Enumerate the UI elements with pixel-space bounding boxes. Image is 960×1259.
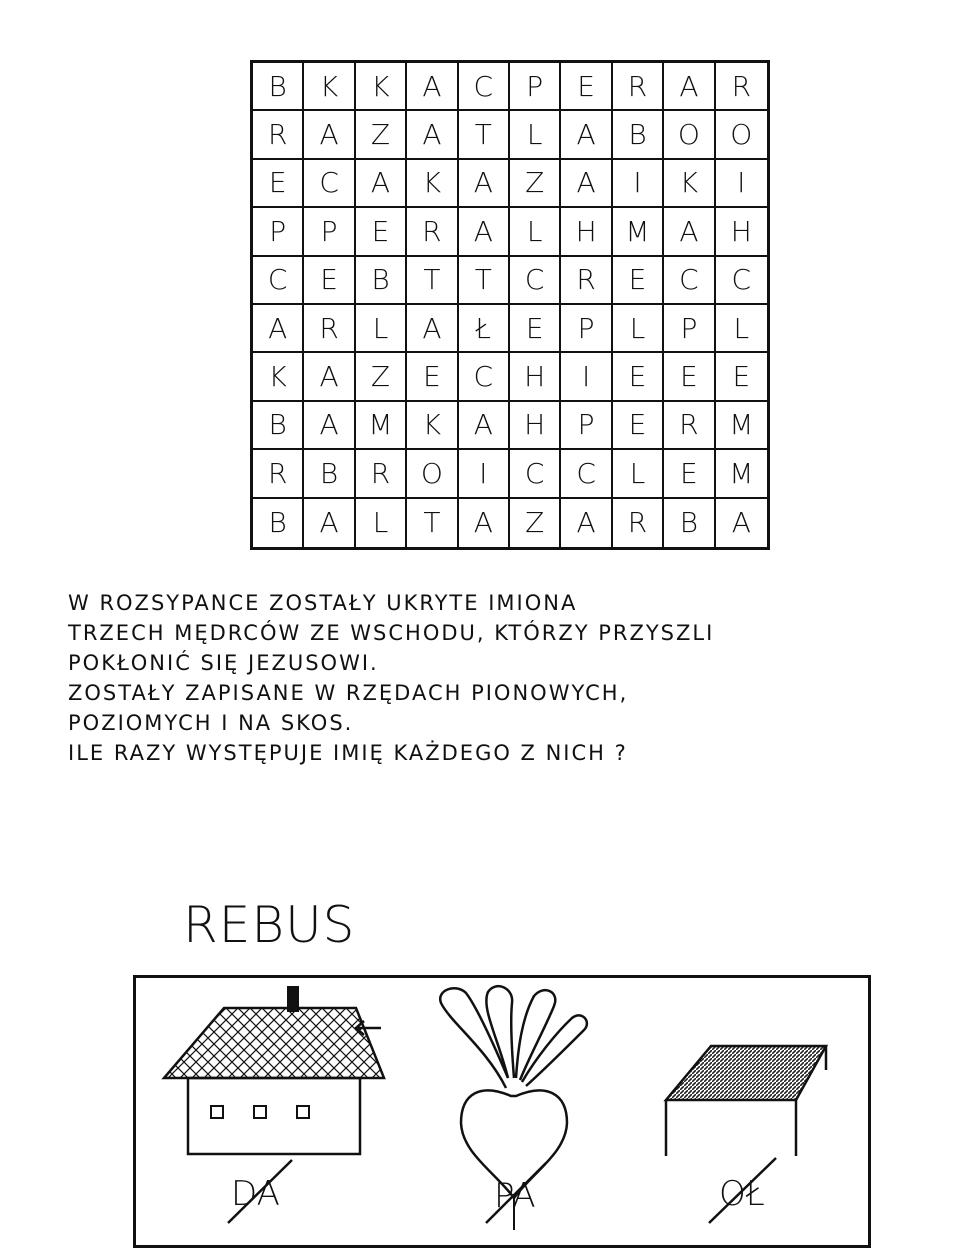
- grid-cell: B: [304, 450, 355, 498]
- grid-cell: C: [510, 257, 561, 305]
- grid-cell: T: [459, 111, 510, 159]
- syllable-1: DA: [231, 1174, 280, 1214]
- grid-cell: E: [613, 353, 664, 401]
- table-top-shape: [666, 1046, 826, 1100]
- grid-cell: A: [304, 499, 355, 547]
- grid-cell: C: [459, 63, 510, 111]
- grid-cell: R: [356, 450, 407, 498]
- grid-cell: A: [561, 499, 612, 547]
- grid-cell: O: [407, 450, 458, 498]
- grid-cell: E: [304, 257, 355, 305]
- grid-cell: E: [510, 305, 561, 353]
- instructions: [68, 588, 948, 768]
- grid-cell: E: [613, 257, 664, 305]
- grid-cell: M: [716, 402, 767, 450]
- grid-cell: T: [407, 257, 458, 305]
- grid-cell: K: [304, 63, 355, 111]
- grid-cell: M: [613, 208, 664, 256]
- grid-cell: Z: [510, 499, 561, 547]
- roof-shape: [164, 1008, 384, 1078]
- grid-cell: B: [253, 63, 304, 111]
- house-wall-shape: [188, 1078, 360, 1154]
- grid-cell: R: [253, 111, 304, 159]
- grid-cell: A: [407, 111, 458, 159]
- grid-cell: P: [253, 208, 304, 256]
- grid-cell: R: [253, 450, 304, 498]
- grid-cell: Z: [356, 111, 407, 159]
- grid-cell: R: [716, 63, 767, 111]
- grid-cell: I: [561, 353, 612, 401]
- grid-cell: O: [716, 111, 767, 159]
- grid-cell: A: [253, 305, 304, 353]
- grid-cell: C: [459, 353, 510, 401]
- word-search-grid: [250, 60, 770, 550]
- grid-cell: Ł: [459, 305, 510, 353]
- grid-cell: M: [356, 402, 407, 450]
- grid-cell: B: [664, 499, 715, 547]
- instructions-line-2: TRZECH MĘDRCÓW ZE WSCHODU, KTÓRZY PRZYSZLI: [68, 621, 715, 645]
- grid-cell: A: [356, 160, 407, 208]
- house-drawing: [164, 986, 384, 1154]
- grid-cell: M: [716, 450, 767, 498]
- table-drawing: [666, 1046, 826, 1156]
- grid-cell: L: [356, 499, 407, 547]
- grid-cell: R: [304, 305, 355, 353]
- grid-cell: K: [253, 353, 304, 401]
- grid-cell: L: [510, 208, 561, 256]
- grid-cell: H: [561, 208, 612, 256]
- instructions-line-4: ZOSTAŁY ZAPISANE W RZĘDACH PIONOWYCH,: [68, 681, 629, 705]
- grid-cell: T: [407, 499, 458, 547]
- grid-cell: L: [613, 450, 664, 498]
- grid-cell: H: [510, 402, 561, 450]
- instructions-line-1: W ROZSYPANCE ZOSTAŁY UKRYTE IMIONA: [68, 591, 578, 615]
- grid-cell: R: [613, 499, 664, 547]
- grid-cell: C: [253, 257, 304, 305]
- grid-cell: A: [459, 402, 510, 450]
- grid-cell: L: [356, 305, 407, 353]
- grid-cell: R: [613, 63, 664, 111]
- grid-cell: A: [304, 402, 355, 450]
- grid-cell: P: [304, 208, 355, 256]
- instructions-line-5: POZIOMYCH I NA SKOS.: [68, 711, 354, 735]
- grid-cell: P: [510, 63, 561, 111]
- grid-cell: B: [253, 499, 304, 547]
- syllable-3: OŁ: [719, 1174, 765, 1214]
- grid-cell: B: [356, 257, 407, 305]
- grid-cell: K: [407, 402, 458, 450]
- grid-cell: K: [407, 160, 458, 208]
- instructions-line-6: ILE RAZY WYSTĘPUJE IMIĘ KAŻDEGO Z NICH ?: [68, 741, 628, 765]
- grid-cell: R: [561, 257, 612, 305]
- grid-cell: L: [510, 111, 561, 159]
- grid-cell: C: [561, 450, 612, 498]
- window-shape: [297, 1106, 309, 1118]
- grid-cell: E: [613, 402, 664, 450]
- grid-cell: R: [664, 402, 715, 450]
- grid-cell: A: [304, 353, 355, 401]
- grid-cell: A: [561, 111, 612, 159]
- grid-cell: A: [561, 160, 612, 208]
- grid-cell: E: [561, 63, 612, 111]
- instructions-line-3: POKŁONIĆ SIĘ JEZUSOWI.: [68, 651, 379, 675]
- grid-cell: H: [716, 208, 767, 256]
- grid-cell: C: [664, 257, 715, 305]
- grid-cell: A: [664, 208, 715, 256]
- grid-cell: P: [561, 402, 612, 450]
- grid-cell: E: [356, 208, 407, 256]
- grid-cell: L: [613, 305, 664, 353]
- grid-cell: O: [664, 111, 715, 159]
- grid-cell: H: [510, 353, 561, 401]
- grid-cell: L: [716, 305, 767, 353]
- grid-cell: I: [459, 450, 510, 498]
- grid-cell: E: [664, 450, 715, 498]
- rebus-box: [133, 975, 871, 1248]
- arrow-icon: [356, 1021, 381, 1035]
- grid-cell: Z: [510, 160, 561, 208]
- grid-cell: E: [664, 353, 715, 401]
- grid-cell: A: [459, 160, 510, 208]
- grid-cell: A: [731, 506, 751, 540]
- window-shape: [254, 1106, 266, 1118]
- grid-cell: B: [613, 111, 664, 159]
- grid-cell: A: [304, 111, 355, 159]
- grid-cell: C: [716, 257, 767, 305]
- grid-cell: E: [407, 353, 458, 401]
- rebus-title: REBUS: [183, 896, 356, 954]
- grid-cell: K: [356, 63, 407, 111]
- grid-cell: E: [716, 353, 767, 401]
- grid-cell: R: [407, 208, 458, 256]
- grid-cell: T: [459, 257, 510, 305]
- grid-cell: I: [716, 160, 767, 208]
- window-shape: [211, 1106, 223, 1118]
- grid-cell: A: [459, 208, 510, 256]
- grid-cell: A: [664, 63, 715, 111]
- grid-cell: B: [253, 402, 304, 450]
- grid-cell: A: [407, 63, 458, 111]
- grid-cell: P: [561, 305, 612, 353]
- grid-cell: A: [459, 499, 510, 547]
- grid-cell: C: [510, 450, 561, 498]
- grid-cell: A: [407, 305, 458, 353]
- grid-cell: P: [664, 305, 715, 353]
- grid-cell: I: [613, 160, 664, 208]
- grid-cell: K: [664, 160, 715, 208]
- grid-cell: C: [304, 160, 355, 208]
- grid-cell: Z: [356, 353, 407, 401]
- grid-cell: E: [253, 160, 304, 208]
- syllable-2: PA: [494, 1176, 536, 1216]
